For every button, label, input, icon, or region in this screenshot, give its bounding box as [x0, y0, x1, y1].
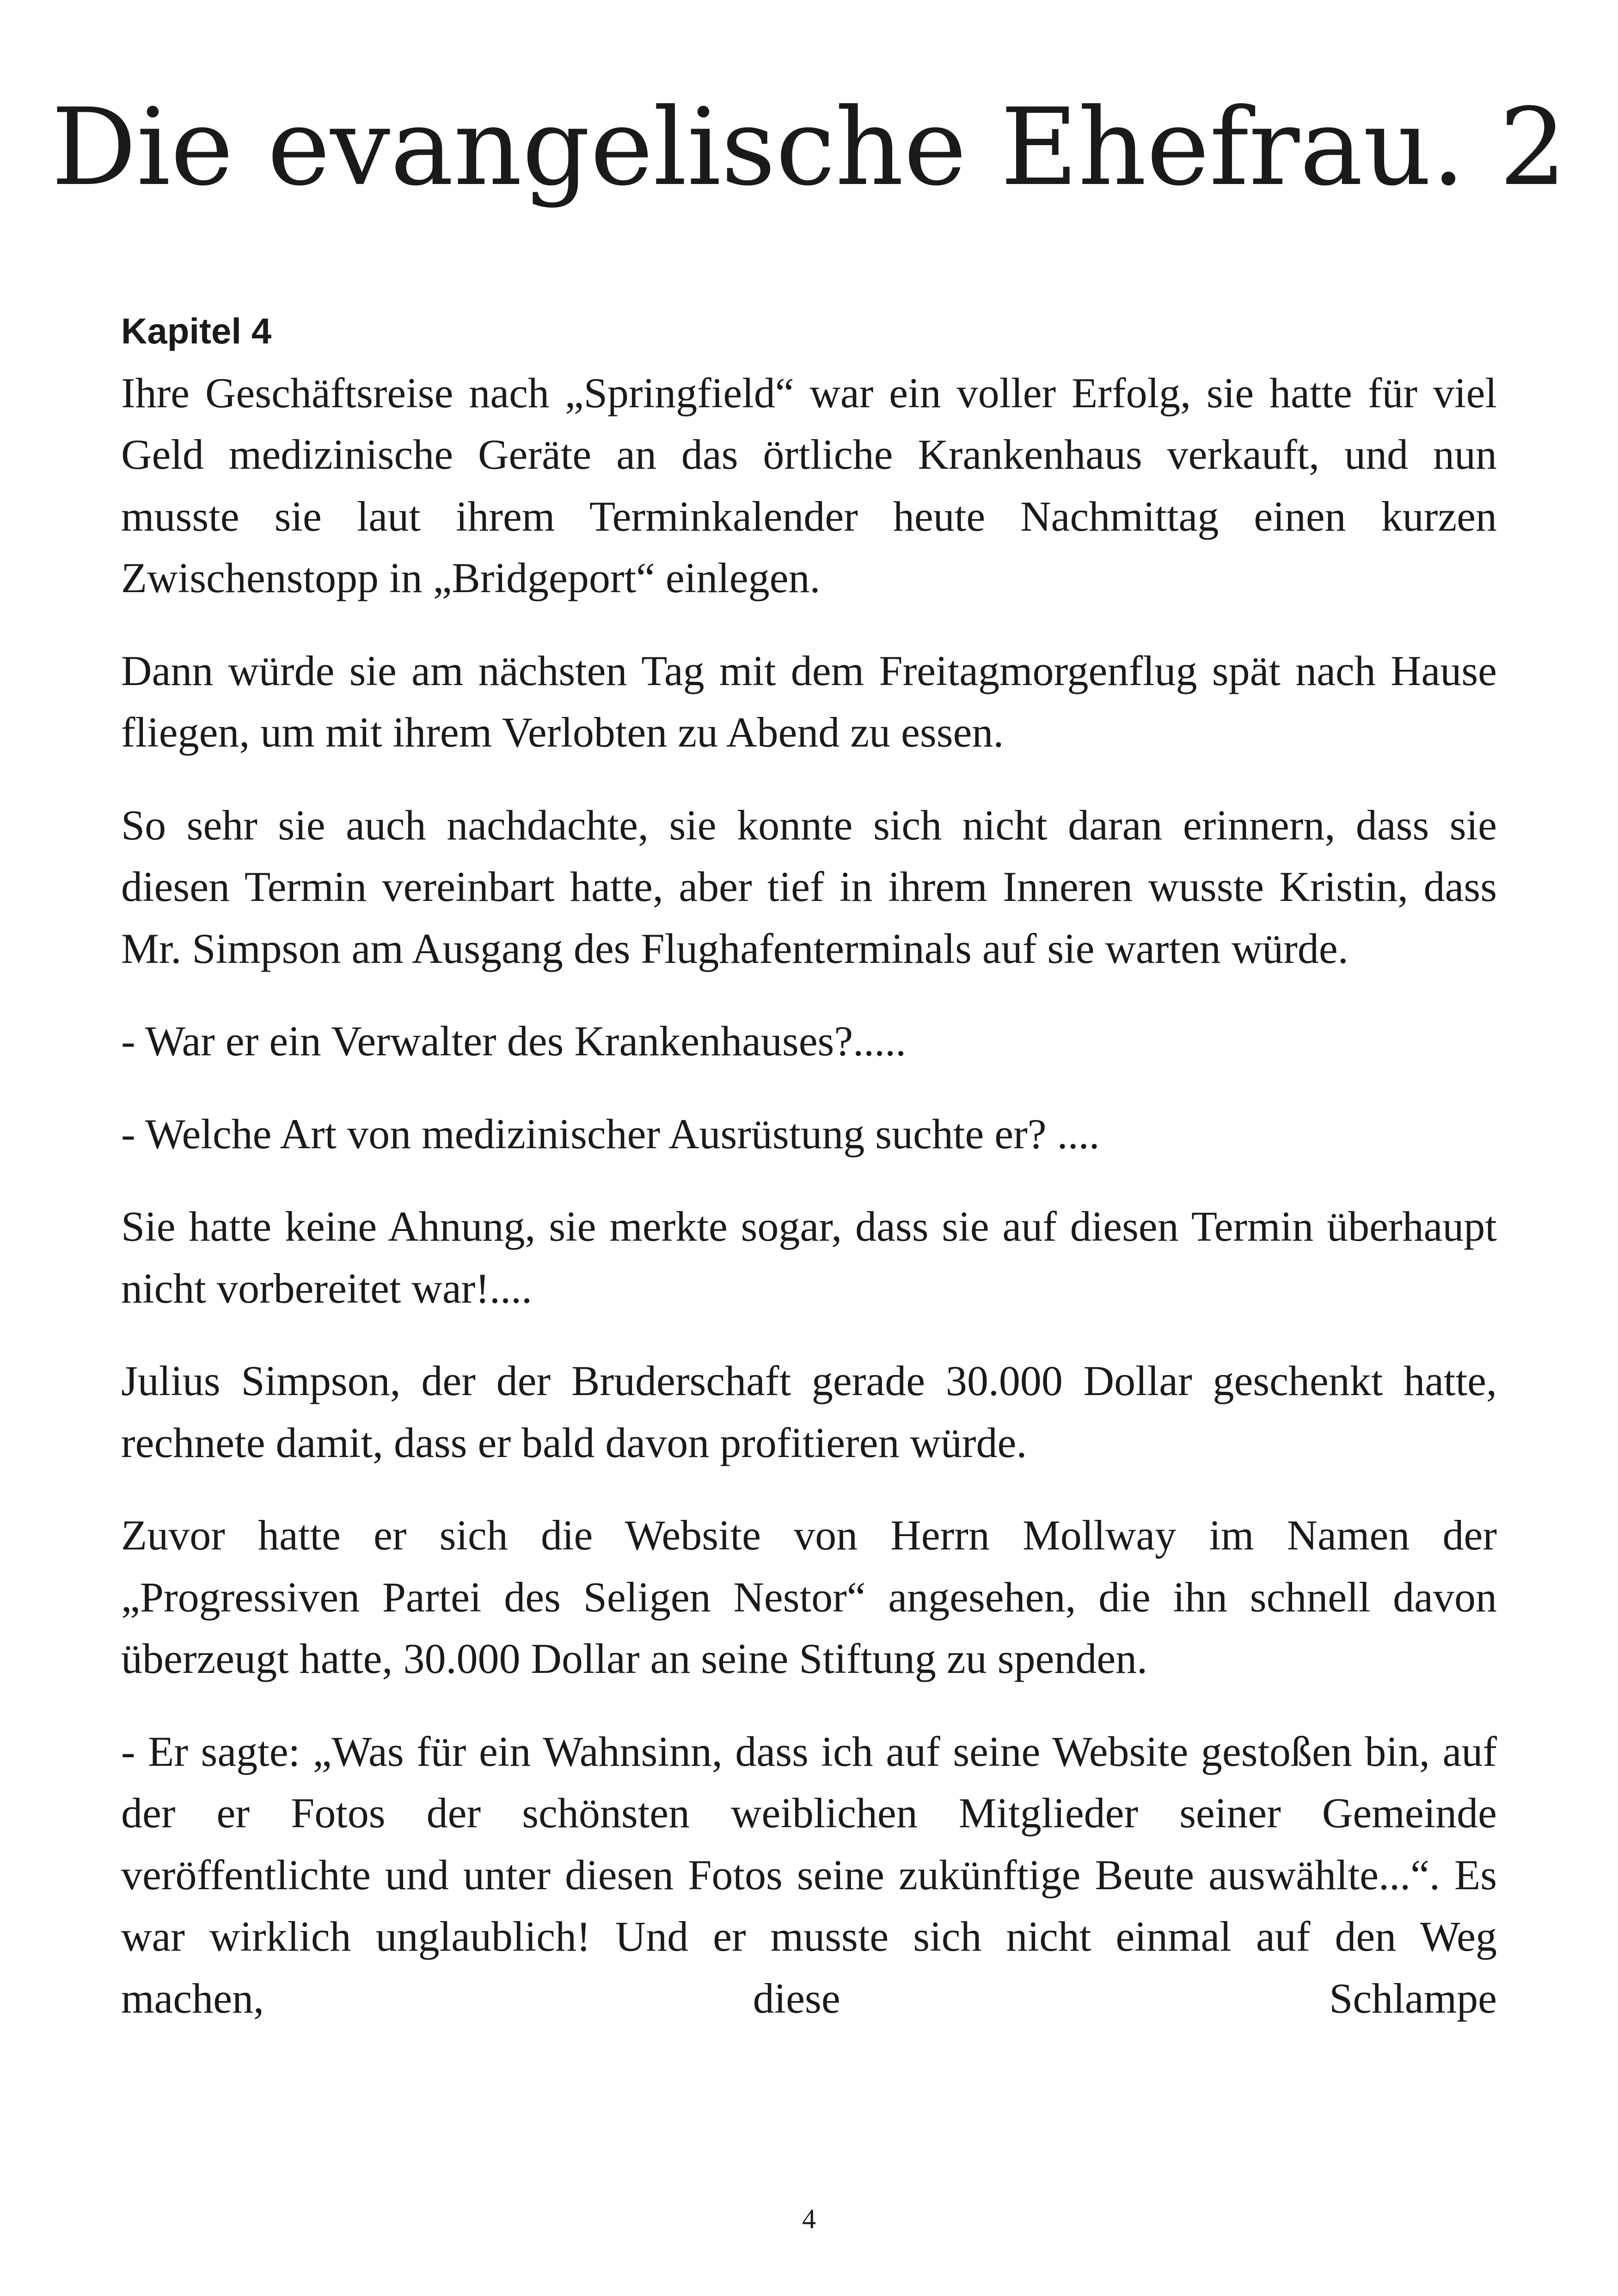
paragraph-7: Julius Simpson, der der Bruderschaft gerade 30.000 Dollar geschenkt hatte, rechnete damit, dass er bald davon profitieren würde. — [121, 1357, 1497, 1466]
paragraph-8: Zuvor hatte er sich die Website von Herrn Mollway im Namen der „Progressiven Partei des Seligen Nestor“ angesehen, die ihn schnell davon überzeugt hatte, 30.000 Dollar an seine Stiftung zu spenden. — [121, 1512, 1497, 1682]
page-title: Die evangelische Ehefrau. 2 — [51, 86, 1567, 209]
paragraph-2: Dann würde sie am nächsten Tag mit dem Freitagmorgenflug spät nach Hause fliegen, um mit ihrem Verlobten zu Abend zu essen. — [121, 647, 1497, 756]
paragraph-6: Sie hatte keine Ahnung, sie merkte sogar, dass sie auf diesen Termin überhaupt nicht vorbereitet war!.... — [121, 1203, 1497, 1312]
paragraph-5: - Welche Art von medizinischer Ausrüstung suchte er? .... — [121, 1110, 1100, 1157]
paragraph-3: So sehr sie auch nachdachte, sie konnte sich nicht daran erinnern, dass sie diesen Termin vereinbart hatte, aber tief in ihrem Inneren wusste Kristin, dass Mr. Simpson am Ausgang des Flughafenterminals auf sie warten würde. — [121, 801, 1497, 972]
paragraph-9: - Er sagte: „Was für ein Wahnsinn, dass ich auf seine Website gestoßen bin, auf der er Fotos der schönsten weiblichen Mitglieder seiner Gemeinde veröffentlichte und unter diesen Fotos seine zukünftige Beute auswählte...“. Es war wirklich unglaublich! Und er musste sich nicht einmal auf den Weg machen, diese Schlampe — [121, 1727, 1497, 2022]
chapter-heading: Kapitel 4 — [121, 311, 272, 351]
page-number: 4 — [802, 2204, 816, 2234]
paragraph-4: - War er ein Verwalter des Krankenhauses?..... — [121, 1017, 907, 1065]
paragraph-1: Ihre Geschäftsreise nach „Springfield“ war ein voller Erfolg, sie hatte für viel Geld medizinische Geräte an das örtliche Krankenhaus verkauft, und nun musste sie laut ihrem Terminkalender heute Nachmittag einen kurzen Zwischenstopp in „Bridgeport“ einlegen. — [121, 369, 1497, 601]
body-text — [121, 300, 1497, 2029]
